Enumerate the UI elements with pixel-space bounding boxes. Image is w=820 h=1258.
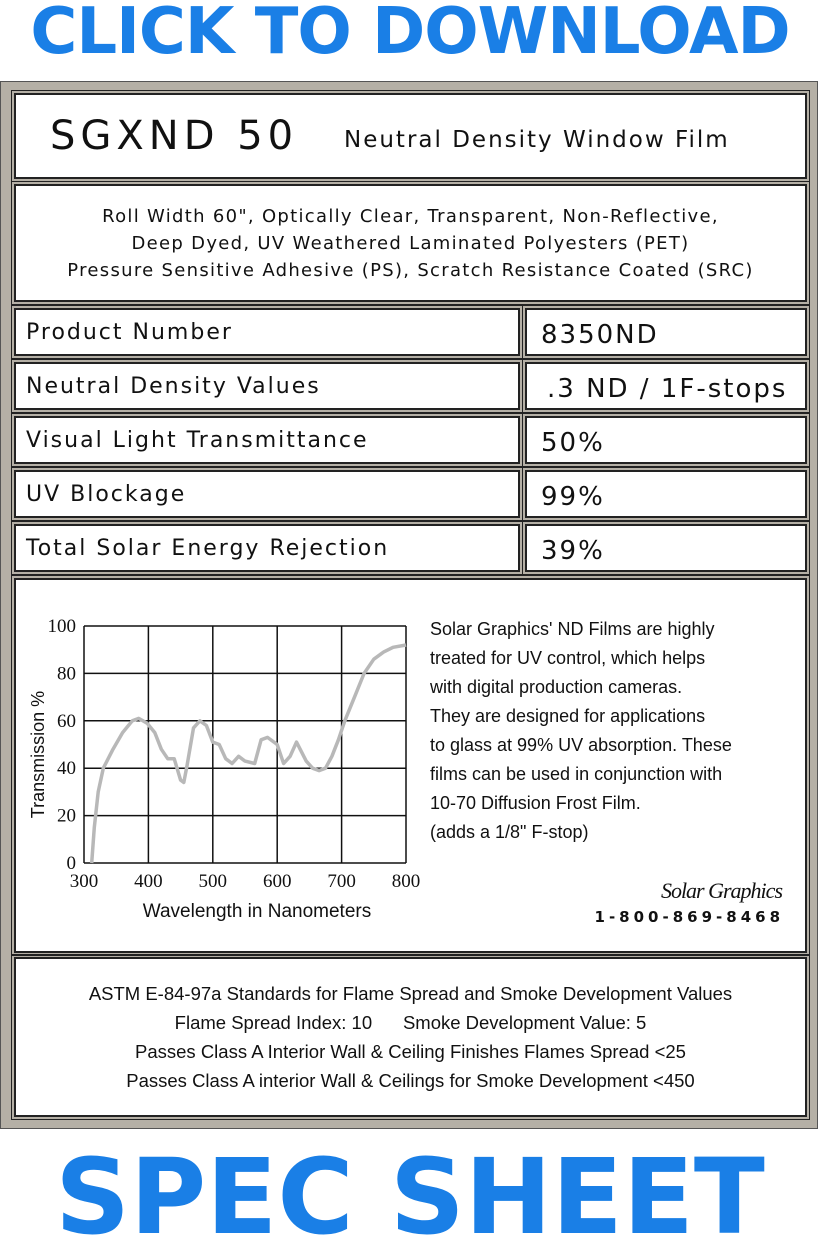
spec-sheet-banner: SPEC SHEET: [55, 1136, 765, 1258]
y-axis-title: Transmission %: [28, 690, 48, 819]
astm-line: Passes Class A interior Wall & Ceilings for Smoke Development <450: [126, 1070, 695, 1091]
phone-number: 1-800-869-8468: [594, 908, 784, 926]
description-line: Deep Dyed, UV Weathered Laminated Polyesters (PET): [131, 233, 690, 254]
spec-value-cell: [525, 470, 807, 518]
brand-logo: Solar Graphics: [660, 878, 782, 903]
spec-value-cell: [525, 308, 807, 356]
spec-value: .3 ND / 1F-stops: [547, 374, 788, 404]
spec-label-cell: [14, 416, 520, 464]
paragraph-line: films can be used in conjunction with: [430, 764, 723, 784]
paragraph-line: They are designed for applications: [430, 706, 706, 726]
astm-panel: [14, 957, 807, 1117]
spec-value-cell: [525, 524, 807, 572]
astm-line: Passes Class A Interior Wall & Ceiling Finishes Flames Spread <25: [135, 1041, 686, 1062]
y-tick-label: 40: [57, 758, 76, 780]
title-panel: [14, 93, 807, 179]
description-line: Roll Width 60", Optically Clear, Transparent, Non-Reflective,: [102, 206, 719, 227]
paragraph-line: with digital production cameras.: [430, 677, 683, 697]
x-tick-label: 800: [391, 871, 421, 892]
spec-label: Neutral Density Values: [26, 374, 321, 399]
description-panel: [14, 184, 807, 302]
x-tick-label: 600: [262, 871, 292, 892]
spec-value-cell: [525, 416, 807, 464]
x-tick-label: 300: [69, 871, 99, 892]
x-tick-label: 700: [327, 871, 356, 892]
paragraph-line: to glass at 99% UV absorption. These: [430, 735, 732, 755]
spec-value: 39%: [541, 536, 605, 566]
spec-label-cell: [14, 470, 520, 518]
download-banner[interactable]: CLICK TO DOWNLOAD: [30, 0, 790, 69]
spec-label-cell: [14, 524, 520, 572]
paragraph-line: (adds a 1/8" F-stop): [430, 822, 589, 842]
spec-label: UV Blockage: [26, 482, 187, 507]
spec-value: 8350ND: [541, 320, 659, 350]
paragraph-line: 10-70 Diffusion Frost Film.: [430, 793, 641, 813]
product-title: SGXND 50: [50, 113, 299, 159]
y-tick-label: 100: [47, 616, 76, 637]
astm-line: ASTM E-84-97a Standards for Flame Spread and Smoke Development Values: [88, 983, 733, 1004]
transmission-chart: [14, 578, 421, 938]
y-tick-label: 20: [57, 805, 76, 827]
spec-label-cell: [14, 308, 520, 356]
spec-label: Total Solar Energy Rejection: [26, 536, 390, 561]
spec-value: 50%: [541, 428, 605, 458]
product-subtitle: Neutral Density Window Film: [344, 127, 730, 153]
transmission-curve: [92, 645, 406, 863]
x-tick-label: 400: [134, 871, 163, 892]
paragraph-line: treated for UV control, which helps: [430, 648, 706, 668]
y-tick-label: 80: [57, 663, 76, 685]
spec-label: Visual Light Transmittance: [26, 428, 369, 453]
astm-line: Flame Spread Index: 10 Smoke Development Value: 5: [174, 1012, 647, 1033]
spec-value-cell: [525, 362, 807, 410]
description-line: Pressure Sensitive Adhesive (PS), Scratch Resistance Coated (SRC): [67, 260, 754, 281]
spec-label: Product Number: [26, 320, 233, 345]
x-tick-label: 500: [198, 871, 228, 892]
spec-label-cell: [14, 362, 520, 410]
y-tick-label: 60: [57, 710, 76, 732]
x-axis-title: Wavelength in Nanometers: [142, 901, 372, 922]
paragraph-line: Solar Graphics' ND Films are highly: [430, 619, 715, 639]
y-tick-label: 0: [66, 853, 76, 874]
spec-value: 99%: [541, 482, 605, 512]
